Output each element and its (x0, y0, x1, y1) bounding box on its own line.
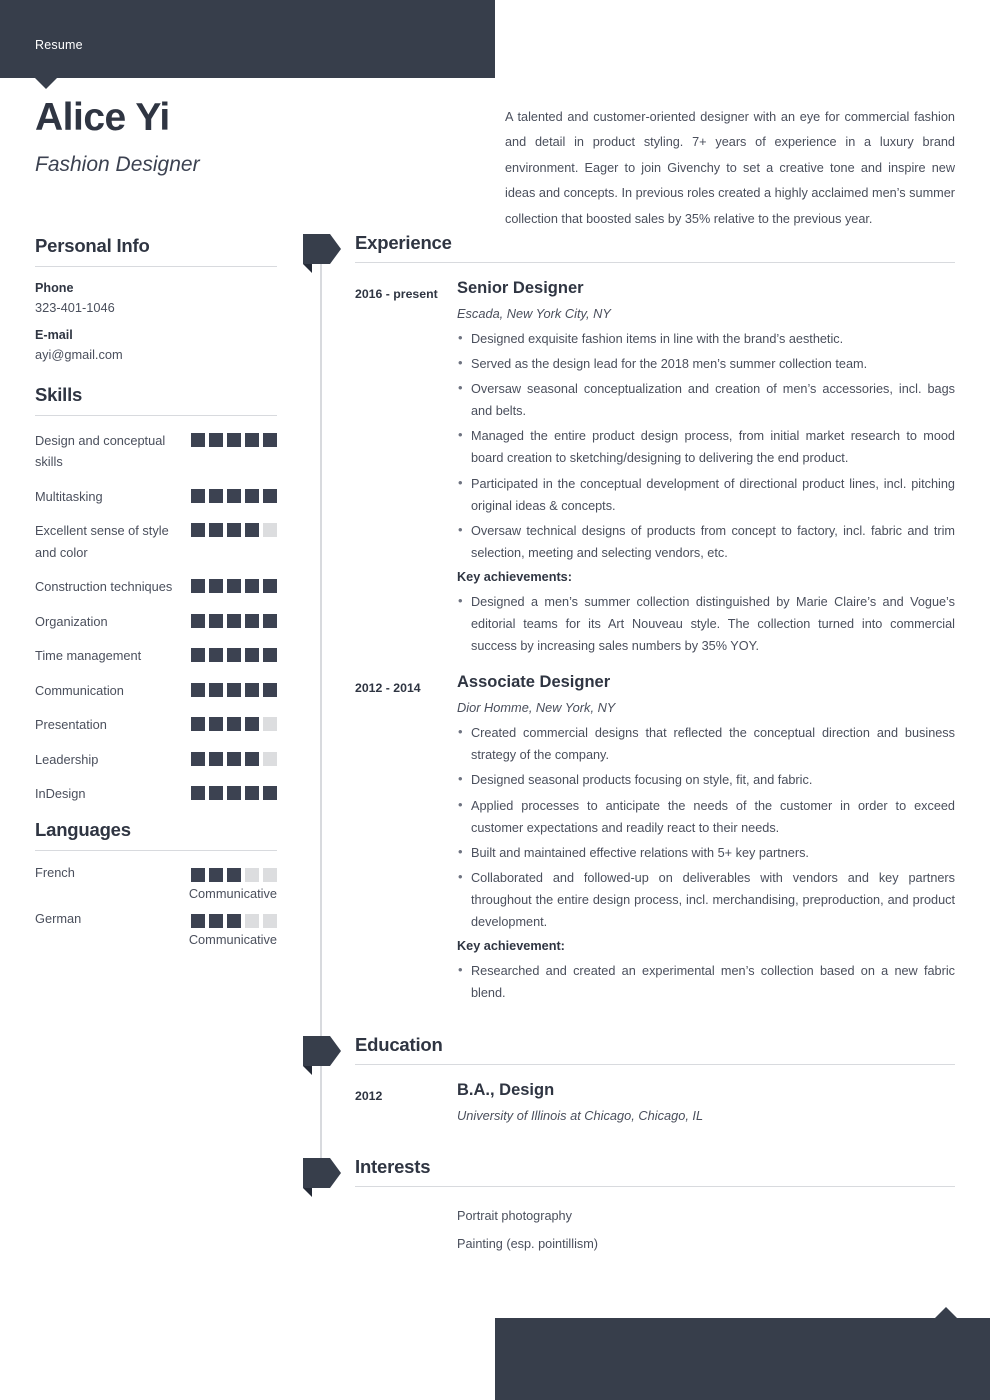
education-degree: B.A., Design (457, 1081, 555, 1100)
rating-square (263, 868, 277, 882)
skill-item (35, 486, 277, 507)
experience-entry (355, 263, 955, 657)
personal-info-heading: Personal Info (35, 235, 150, 256)
rating-square (209, 648, 223, 662)
language-item (35, 911, 277, 947)
rating-square (191, 648, 205, 662)
experience-role: Associate Designer (457, 673, 611, 692)
rating-square (209, 523, 223, 537)
sidebar (35, 235, 277, 957)
rating-square (191, 523, 205, 537)
skill-label: Leadership (35, 751, 99, 767)
personal-info-section (35, 235, 277, 362)
rating-scale (191, 911, 277, 928)
experience-bullet-list (457, 722, 955, 933)
divider (35, 850, 277, 851)
experience-heading: Experience (355, 232, 452, 253)
header-notch-icon (35, 78, 57, 89)
rating-scale (191, 611, 277, 628)
rating-square (227, 752, 241, 766)
rating-square (191, 683, 205, 697)
skill-label: Design and conceptual skills (35, 433, 166, 470)
experience-entries (320, 263, 955, 1004)
skill-label: Excellent sense of style and color (35, 523, 169, 560)
rating-square (227, 786, 241, 800)
skill-label: Communication (35, 682, 124, 698)
rating-square (245, 614, 259, 628)
main-content (320, 232, 955, 1251)
rating-square (227, 433, 241, 447)
rating-square (263, 786, 277, 800)
skill-label: Organization (35, 613, 108, 629)
experience-entry (355, 657, 955, 1004)
profile-summary: A talented and customer-oriented designer with an eye for commercial fashion and detail in product styling. 7+ years of experience in a luxury brand environment. Eager to join Givenchy to set a creative tone and inspire new ideas and concepts. In previous roles created a highly acclaimed men’s summer collection that boosted sales by 35% relative to the previous year. (505, 110, 955, 226)
rating-square (263, 752, 277, 766)
experience-section (320, 232, 955, 1004)
experience-bullet: • Designed seasonal products focusing on style, fit, and fabric. (457, 769, 955, 791)
rating-square (209, 489, 223, 503)
rating-square (263, 717, 277, 731)
language-proficiency: Communicative (188, 931, 277, 947)
personal-info-list (35, 281, 277, 362)
skill-item (35, 576, 277, 597)
spacer (35, 362, 277, 384)
experience-date: 2012 - 2014 (355, 681, 421, 696)
rating-square (209, 717, 223, 731)
interests-list (457, 1187, 955, 1251)
rating-scale (191, 865, 277, 882)
rating-square (245, 523, 259, 537)
rating-square (191, 433, 205, 447)
rating-scale (191, 680, 277, 697)
education-school: University of Illinois at Chicago, Chicago, IL (457, 1108, 704, 1124)
rating-square (263, 614, 277, 628)
flag-marker-icon (303, 234, 341, 264)
achievements-list (457, 591, 955, 657)
rating-square (245, 683, 259, 697)
personal-info-value[interactable]: ayi@gmail.com (35, 347, 123, 362)
experience-bullet: • Applied processes to anticipate the needs of the customer in order to exceed customer expectations and readily react to their needs. (457, 795, 955, 839)
achievements-label: Key achievement: (457, 939, 565, 954)
achievements-label: Key achievements: (457, 569, 572, 584)
rating-square (209, 914, 223, 928)
experience-bullet: • Participated in the conceptual development of directional product lines, incl. pitching original ideas & concepts. (457, 473, 955, 517)
header-label: Resume (35, 38, 83, 52)
experience-bullet: • Created commercial designs that reflected the conceptual direction and business strategy of the company. (457, 722, 955, 766)
rating-square (209, 752, 223, 766)
rating-square (263, 523, 277, 537)
rating-scale (191, 576, 277, 593)
experience-bullet-list (457, 328, 955, 564)
interest-item: Portrait photography (457, 1209, 572, 1224)
education-section (320, 1034, 955, 1123)
experience-organization: Dior Homme, New York, NY (457, 700, 616, 716)
experience-bullet: • Designed exquisite fashion items in line with the brand’s aesthetic. (457, 328, 955, 350)
rating-square (263, 914, 277, 928)
candidate-name: Alice Yi (35, 96, 170, 139)
interests-section (320, 1156, 955, 1251)
experience-organization: Escada, New York City, NY (457, 306, 611, 321)
education-date: 2012 (355, 1089, 383, 1104)
rating-square (191, 752, 205, 766)
experience-bullet: • Built and maintained effective relations with 5+ key partners. (457, 842, 955, 864)
rating-square (227, 914, 241, 928)
skill-label: Construction techniques (35, 579, 173, 595)
rating-square (245, 752, 259, 766)
rating-square (209, 579, 223, 593)
rating-square (191, 489, 205, 503)
skill-label: InDesign (35, 786, 86, 802)
personal-info-item (35, 328, 277, 362)
candidate-job-title: Fashion Designer (35, 152, 200, 176)
rating-square (245, 489, 259, 503)
skill-item (35, 714, 277, 735)
rating-scale (191, 430, 277, 447)
personal-info-label: E-mail (35, 328, 73, 342)
personal-info-value[interactable]: 323-401-1046 (35, 300, 115, 315)
rating-square (209, 786, 223, 800)
rating-scale (191, 714, 277, 731)
experience-bullet: • Collaborated and followed-up on deliverables with vendors and key partners throughout the entire design process, incl. merchandising, preproduction, and product development. (457, 867, 955, 933)
flag-marker-icon (303, 1158, 341, 1188)
language-label: French (35, 864, 75, 880)
skill-item (35, 749, 277, 770)
rating-square (209, 868, 223, 882)
rating-square (227, 648, 241, 662)
rating-scale (191, 645, 277, 662)
education-entry (355, 1065, 955, 1123)
language-item (35, 865, 277, 901)
rating-square (191, 786, 205, 800)
footer-bar (495, 1318, 990, 1400)
rating-square (245, 786, 259, 800)
divider (35, 266, 277, 267)
skill-item (35, 645, 277, 666)
rating-square (263, 489, 277, 503)
rating-square (209, 433, 223, 447)
skills-list (35, 430, 277, 805)
rating-square (263, 433, 277, 447)
rating-square (263, 579, 277, 593)
rating-scale (191, 486, 277, 503)
rating-square (245, 868, 259, 882)
experience-bullet: • Oversaw seasonal conceptualization and creation of men’s accessories, incl. bags and belts. (457, 378, 955, 422)
divider (35, 415, 277, 416)
skill-item (35, 680, 277, 701)
rating-square (191, 868, 205, 882)
identity-block (35, 98, 465, 177)
rating-square (191, 579, 205, 593)
achievement-bullet: • Designed a men’s summer collection distinguished by Marie Claire’s and Vogue’s editorial teams for its Art Nouveau style. The collection turned into commercial success by increasing sales numbers by 35% YOY. (457, 591, 955, 657)
skill-item (35, 520, 277, 563)
experience-bullet: • Oversaw technical designs of products from concept to factory, incl. fabric and trim selection, meeting and selecting vendors, etc. (457, 520, 955, 564)
rating-square (227, 683, 241, 697)
skills-heading: Skills (35, 384, 83, 405)
skill-label: Multitasking (35, 488, 103, 504)
interest-item: Painting (esp. pointillism) (457, 1237, 599, 1252)
language-label: German (35, 910, 82, 926)
education-heading: Education (355, 1034, 443, 1056)
skill-label: Presentation (35, 717, 107, 733)
rating-square (227, 523, 241, 537)
rating-square (227, 717, 241, 731)
experience-bullet: • Served as the design lead for the 2018 men’s summer collection team. (457, 353, 955, 375)
rating-square (245, 579, 259, 593)
achievements-list (457, 960, 955, 1004)
rating-square (227, 489, 241, 503)
rating-scale (191, 749, 277, 766)
rating-square (209, 683, 223, 697)
personal-info-label: Phone (35, 281, 74, 295)
rating-square (191, 914, 205, 928)
experience-date: 2016 - present (355, 287, 438, 301)
rating-square (245, 914, 259, 928)
skill-item (35, 611, 277, 632)
languages-section (35, 819, 277, 947)
rating-square (245, 648, 259, 662)
rating-square (191, 717, 205, 731)
education-entries (320, 1065, 955, 1123)
footer-notch-icon (935, 1307, 957, 1318)
languages-heading: Languages (35, 818, 131, 840)
rating-square (209, 614, 223, 628)
rating-scale (191, 520, 277, 537)
header-bar (0, 0, 495, 78)
skills-section (35, 384, 277, 805)
personal-info-item (35, 281, 277, 315)
skill-item (35, 783, 277, 804)
experience-role: Senior Designer (457, 279, 584, 297)
languages-list (35, 865, 277, 947)
rating-square (227, 868, 241, 882)
rating-square (245, 433, 259, 447)
rating-square (191, 614, 205, 628)
skill-item (35, 430, 277, 473)
interests-heading: Interests (355, 1156, 431, 1178)
rating-square (227, 614, 241, 628)
rating-square (245, 717, 259, 731)
achievement-bullet: • Researched and created an experimental men’s collection based on a new fabric blend. (457, 960, 955, 1004)
skill-label: Time management (35, 648, 142, 664)
rating-square (263, 683, 277, 697)
rating-square (263, 648, 277, 662)
flag-marker-icon (303, 1036, 341, 1066)
language-proficiency: Communicative (188, 885, 277, 901)
rating-scale (191, 783, 277, 800)
experience-bullet: • Managed the entire product design process, from initial market research to mood board creation to sketching/designing to delivering the end product. (457, 425, 955, 469)
rating-square (227, 579, 241, 593)
